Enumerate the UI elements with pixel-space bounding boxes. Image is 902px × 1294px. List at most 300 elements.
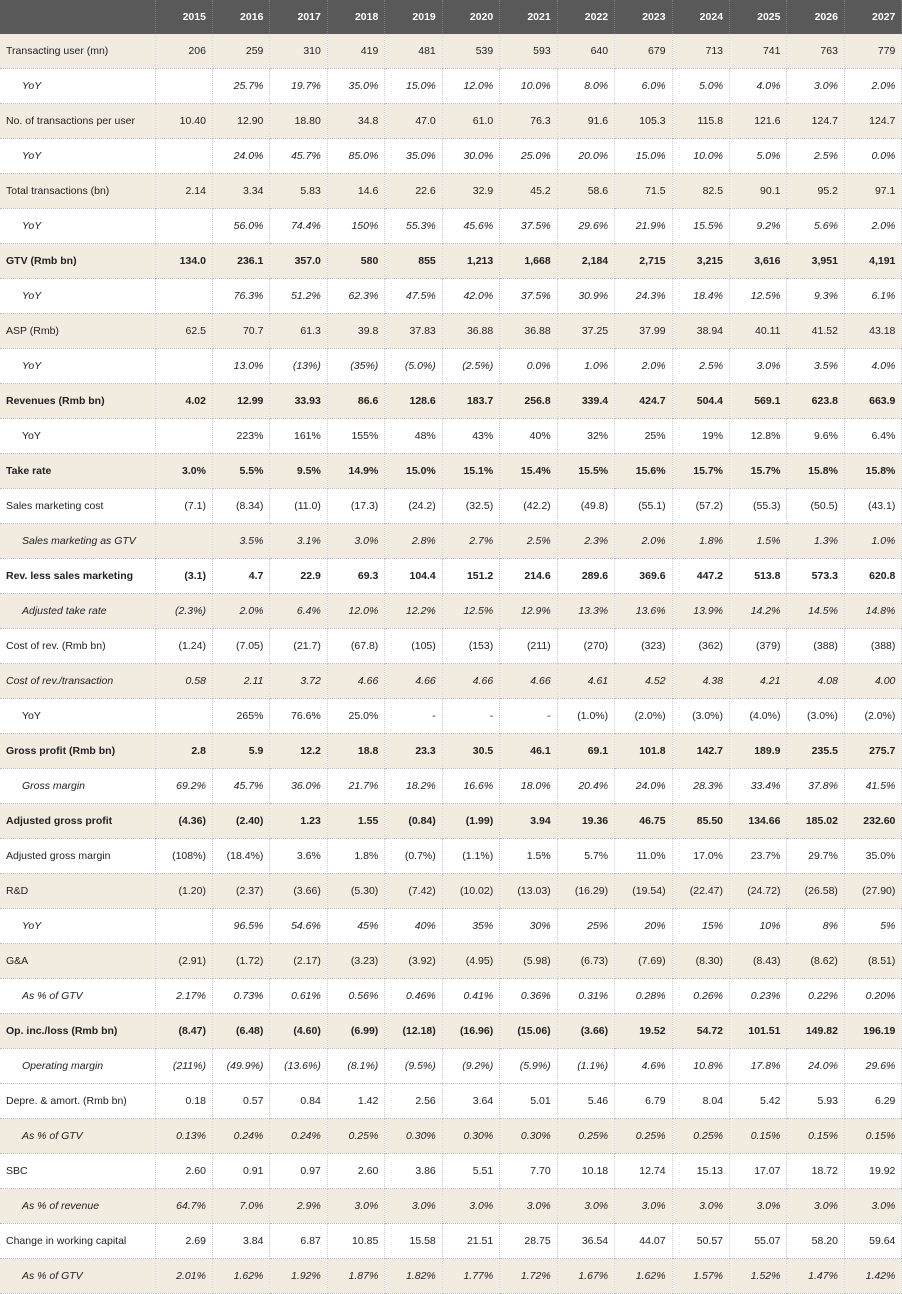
header-row bbox=[0, 0, 902, 34]
table-cell: 6.0% bbox=[615, 69, 672, 104]
table-cell: 35.0% bbox=[327, 69, 384, 104]
table-cell: 58.20 bbox=[787, 1224, 844, 1259]
table-cell: (18.4%) bbox=[212, 839, 269, 874]
table-cell: 5.83 bbox=[270, 174, 327, 209]
table-cell: 36.0% bbox=[270, 769, 327, 804]
table-cell: 69.1 bbox=[557, 734, 614, 769]
table-cell: 101.8 bbox=[615, 734, 672, 769]
year-header: 2019 bbox=[385, 0, 442, 34]
table-cell: 58.6 bbox=[557, 174, 614, 209]
table-cell: 128.6 bbox=[385, 384, 442, 419]
table-row bbox=[0, 279, 902, 314]
table-cell: 18.80 bbox=[270, 104, 327, 139]
table-cell: (270) bbox=[557, 629, 614, 664]
table-cell: 12.2 bbox=[270, 734, 327, 769]
table-cell: 121.6 bbox=[730, 104, 787, 139]
table-cell: (13.6%) bbox=[270, 1049, 327, 1084]
table-cell: 0.25% bbox=[672, 1119, 729, 1154]
table-cell: 42.0% bbox=[442, 279, 499, 314]
table-cell: 1.72% bbox=[500, 1259, 557, 1294]
table-cell bbox=[155, 69, 212, 104]
table-cell: 2.0% bbox=[615, 524, 672, 559]
row-label: As % of GTV bbox=[0, 1119, 155, 1154]
table-cell: 155% bbox=[327, 419, 384, 454]
table-cell: 20.4% bbox=[557, 769, 614, 804]
table-cell: (55.3) bbox=[730, 489, 787, 524]
table-cell: 12.2% bbox=[385, 594, 442, 629]
table-cell: 2.01% bbox=[155, 1259, 212, 1294]
row-label: Sales marketing cost bbox=[0, 489, 155, 524]
table-cell: 20% bbox=[615, 909, 672, 944]
table-cell: 679 bbox=[615, 34, 672, 69]
table-cell: (2.91) bbox=[155, 944, 212, 979]
table-cell: (27.90) bbox=[844, 874, 901, 909]
table-cell: 5.0% bbox=[730, 139, 787, 174]
table-cell: 0.15% bbox=[730, 1119, 787, 1154]
table-cell: 0.24% bbox=[270, 1119, 327, 1154]
table-cell: 4.0% bbox=[730, 69, 787, 104]
table-cell: 623.8 bbox=[787, 384, 844, 419]
row-label: YoY bbox=[0, 209, 155, 244]
table-cell: 289.6 bbox=[557, 559, 614, 594]
table-cell: (7.05) bbox=[212, 629, 269, 664]
table-cell: 61.0 bbox=[442, 104, 499, 139]
table-cell: (8.62) bbox=[787, 944, 844, 979]
table-cell: 15.0% bbox=[615, 139, 672, 174]
table-cell: (50.5) bbox=[787, 489, 844, 524]
table-cell: 85.50 bbox=[672, 804, 729, 839]
table-cell: 3,215 bbox=[672, 244, 729, 279]
table-cell: (24.2) bbox=[385, 489, 442, 524]
table-cell: 13.0% bbox=[212, 349, 269, 384]
table-cell: 2.17% bbox=[155, 979, 212, 1014]
row-label: As % of GTV bbox=[0, 979, 155, 1014]
table-cell: 5.6% bbox=[787, 209, 844, 244]
table-cell: (8.1%) bbox=[327, 1049, 384, 1084]
table-cell: (13.03) bbox=[500, 874, 557, 909]
table-cell: 15.0% bbox=[385, 69, 442, 104]
table-cell: 2,715 bbox=[615, 244, 672, 279]
table-cell: 35.0% bbox=[844, 839, 901, 874]
table-cell: 23.3 bbox=[385, 734, 442, 769]
table-cell: 424.7 bbox=[615, 384, 672, 419]
table-cell: (211) bbox=[500, 629, 557, 664]
table-cell: 16.6% bbox=[442, 769, 499, 804]
table-row bbox=[0, 384, 902, 419]
table-cell: 15.5% bbox=[672, 209, 729, 244]
table-cell: 10.0% bbox=[672, 139, 729, 174]
table-cell: (2.5%) bbox=[442, 349, 499, 384]
table-cell: 2.56 bbox=[385, 1084, 442, 1119]
table-cell: 21.51 bbox=[442, 1224, 499, 1259]
table-cell: 2.5% bbox=[672, 349, 729, 384]
table-cell: 4,191 bbox=[844, 244, 901, 279]
row-label: YoY bbox=[0, 909, 155, 944]
table-cell: 1.5% bbox=[730, 524, 787, 559]
table-cell: (5.9%) bbox=[500, 1049, 557, 1084]
table-cell: 134.0 bbox=[155, 244, 212, 279]
table-cell: (9.2%) bbox=[442, 1049, 499, 1084]
table-cell: 45.7% bbox=[270, 139, 327, 174]
table-cell: 37.8% bbox=[787, 769, 844, 804]
table-cell: 196.19 bbox=[844, 1014, 901, 1049]
table-cell: (16.29) bbox=[557, 874, 614, 909]
table-cell: (15.06) bbox=[500, 1014, 557, 1049]
header-corner bbox=[0, 0, 155, 34]
table-cell: 3.0% bbox=[557, 1189, 614, 1224]
table-cell: 0.26% bbox=[672, 979, 729, 1014]
table-cell: 0.58 bbox=[155, 664, 212, 699]
table-cell: (3.66) bbox=[270, 874, 327, 909]
table-cell: 0.36% bbox=[500, 979, 557, 1014]
table-cell: (13%) bbox=[270, 349, 327, 384]
table-cell: 2.11 bbox=[212, 664, 269, 699]
table-cell: 36.88 bbox=[442, 314, 499, 349]
table-cell: 12.90 bbox=[212, 104, 269, 139]
table-row bbox=[0, 1119, 902, 1154]
table-cell: 18.0% bbox=[500, 769, 557, 804]
table-cell: (1.99) bbox=[442, 804, 499, 839]
table-cell: (16.96) bbox=[442, 1014, 499, 1049]
table-cell: 76.6% bbox=[270, 699, 327, 734]
table-cell: (211%) bbox=[155, 1049, 212, 1084]
table-cell: 8.0% bbox=[557, 69, 614, 104]
table-cell: 25.7% bbox=[212, 69, 269, 104]
table-cell: (6.48) bbox=[212, 1014, 269, 1049]
table-row bbox=[0, 104, 902, 139]
table-cell: (379) bbox=[730, 629, 787, 664]
table-cell: 1.0% bbox=[557, 349, 614, 384]
table-cell: 25.0% bbox=[500, 139, 557, 174]
table-cell: 0.57 bbox=[212, 1084, 269, 1119]
table-cell: 0.31% bbox=[557, 979, 614, 1014]
table-cell: 10.85 bbox=[327, 1224, 384, 1259]
table-cell: 15.7% bbox=[730, 454, 787, 489]
table-row bbox=[0, 1084, 902, 1119]
table-cell: 115.8 bbox=[672, 104, 729, 139]
table-cell: 25.0% bbox=[327, 699, 384, 734]
table-row bbox=[0, 629, 902, 664]
table-cell: 0.56% bbox=[327, 979, 384, 1014]
table-cell: (2.0%) bbox=[844, 699, 901, 734]
table-cell: 1.67% bbox=[557, 1259, 614, 1294]
table-cell: 55.07 bbox=[730, 1224, 787, 1259]
table-cell: 573.3 bbox=[787, 559, 844, 594]
table-cell: (6.73) bbox=[557, 944, 614, 979]
table-cell: 1.5% bbox=[500, 839, 557, 874]
table-cell: 40% bbox=[500, 419, 557, 454]
table-cell: (8.51) bbox=[844, 944, 901, 979]
table-cell: (8.34) bbox=[212, 489, 269, 524]
row-label: Adjusted gross margin bbox=[0, 839, 155, 874]
table-cell: 0.28% bbox=[615, 979, 672, 1014]
table-cell: 235.5 bbox=[787, 734, 844, 769]
table-cell: 1.52% bbox=[730, 1259, 787, 1294]
table-cell: 0.0% bbox=[844, 139, 901, 174]
table-cell: (5.0%) bbox=[385, 349, 442, 384]
table-cell: 1.55 bbox=[327, 804, 384, 839]
row-label: GTV (Rmb bn) bbox=[0, 244, 155, 279]
table-row bbox=[0, 664, 902, 699]
table-cell: 18.2% bbox=[385, 769, 442, 804]
table-cell: 8% bbox=[787, 909, 844, 944]
table-cell: 1.92% bbox=[270, 1259, 327, 1294]
table-cell: (4.36) bbox=[155, 804, 212, 839]
table-cell: 19.7% bbox=[270, 69, 327, 104]
table-cell: 46.75 bbox=[615, 804, 672, 839]
table-cell: 3.0% bbox=[155, 454, 212, 489]
row-label: Adjusted gross profit bbox=[0, 804, 155, 839]
table-cell: 15.5% bbox=[557, 454, 614, 489]
row-label: R&D bbox=[0, 874, 155, 909]
table-cell: 447.2 bbox=[672, 559, 729, 594]
table-cell: 19% bbox=[672, 419, 729, 454]
table-cell: 82.5 bbox=[672, 174, 729, 209]
row-label: Sales marketing as GTV bbox=[0, 524, 155, 559]
table-cell: 124.7 bbox=[844, 104, 901, 139]
table-cell: 3.0% bbox=[500, 1189, 557, 1224]
table-cell: 2.8 bbox=[155, 734, 212, 769]
table-cell: 419 bbox=[327, 34, 384, 69]
table-cell: 3.0% bbox=[730, 349, 787, 384]
table-row bbox=[0, 699, 902, 734]
table-cell: 3.84 bbox=[212, 1224, 269, 1259]
table-cell: 21.9% bbox=[615, 209, 672, 244]
table-cell: 5.42 bbox=[730, 1084, 787, 1119]
table-cell: (7.69) bbox=[615, 944, 672, 979]
year-header: 2018 bbox=[327, 0, 384, 34]
table-cell: 15.8% bbox=[844, 454, 901, 489]
table-cell: 3.6% bbox=[270, 839, 327, 874]
table-cell: 24.0% bbox=[212, 139, 269, 174]
table-cell: 47.5% bbox=[385, 279, 442, 314]
table-cell: 2.0% bbox=[212, 594, 269, 629]
table-cell: 0.15% bbox=[844, 1119, 901, 1154]
row-label: Adjusted take rate bbox=[0, 594, 155, 629]
table-cell: 256.8 bbox=[500, 384, 557, 419]
table-cell: 12.9% bbox=[500, 594, 557, 629]
table-cell bbox=[155, 209, 212, 244]
table-row bbox=[0, 349, 902, 384]
table-cell: (388) bbox=[787, 629, 844, 664]
table-cell: 9.2% bbox=[730, 209, 787, 244]
table-cell: 18.4% bbox=[672, 279, 729, 314]
table-cell: 569.1 bbox=[730, 384, 787, 419]
table-cell: (1.20) bbox=[155, 874, 212, 909]
table-cell: (2.17) bbox=[270, 944, 327, 979]
table-cell: 17.8% bbox=[730, 1049, 787, 1084]
table-cell: 5.7% bbox=[557, 839, 614, 874]
table-cell: 69.2% bbox=[155, 769, 212, 804]
table-cell: 12.5% bbox=[730, 279, 787, 314]
table-cell: (3.0%) bbox=[672, 699, 729, 734]
table-cell: 189.9 bbox=[730, 734, 787, 769]
table-cell: 41.5% bbox=[844, 769, 901, 804]
table-cell: 2.0% bbox=[615, 349, 672, 384]
table-cell: 11.0% bbox=[615, 839, 672, 874]
table-cell: 2.5% bbox=[500, 524, 557, 559]
table-cell: 33.93 bbox=[270, 384, 327, 419]
table-cell bbox=[155, 349, 212, 384]
table-cell: (32.5) bbox=[442, 489, 499, 524]
table-cell: 24.0% bbox=[615, 769, 672, 804]
row-label: Take rate bbox=[0, 454, 155, 489]
table-cell: 15.6% bbox=[615, 454, 672, 489]
table-cell: 232.60 bbox=[844, 804, 901, 839]
table-cell: 43.18 bbox=[844, 314, 901, 349]
table-cell: 12.99 bbox=[212, 384, 269, 419]
table-cell: 1.42 bbox=[327, 1084, 384, 1119]
table-cell: 45.6% bbox=[442, 209, 499, 244]
table-cell: 4.66 bbox=[500, 664, 557, 699]
table-cell: 3,616 bbox=[730, 244, 787, 279]
table-cell: 1.8% bbox=[327, 839, 384, 874]
table-cell bbox=[155, 139, 212, 174]
table-cell: (8.43) bbox=[730, 944, 787, 979]
table-cell: (12.18) bbox=[385, 1014, 442, 1049]
table-cell: 1.8% bbox=[672, 524, 729, 559]
year-header: 2023 bbox=[615, 0, 672, 34]
table-cell: 2.69 bbox=[155, 1224, 212, 1259]
table-row bbox=[0, 34, 902, 69]
table-cell: 50.57 bbox=[672, 1224, 729, 1259]
table-cell: 51.2% bbox=[270, 279, 327, 314]
table-cell: 4.02 bbox=[155, 384, 212, 419]
table-cell: 30% bbox=[500, 909, 557, 944]
table-row bbox=[0, 804, 902, 839]
table-cell: 4.52 bbox=[615, 664, 672, 699]
table-cell: 142.7 bbox=[672, 734, 729, 769]
table-cell: 134.66 bbox=[730, 804, 787, 839]
table-cell: 124.7 bbox=[787, 104, 844, 139]
table-cell: 15.58 bbox=[385, 1224, 442, 1259]
table-cell: 6.1% bbox=[844, 279, 901, 314]
table-cell bbox=[155, 279, 212, 314]
table-cell: 3.0% bbox=[385, 1189, 442, 1224]
table-cell: (1.72) bbox=[212, 944, 269, 979]
table-cell: 36.88 bbox=[500, 314, 557, 349]
table-cell: 0.0% bbox=[500, 349, 557, 384]
row-label: ASP (Rmb) bbox=[0, 314, 155, 349]
table-cell: 593 bbox=[500, 34, 557, 69]
table-cell: (7.42) bbox=[385, 874, 442, 909]
table-cell: (10.02) bbox=[442, 874, 499, 909]
table-row bbox=[0, 734, 902, 769]
table-cell bbox=[155, 419, 212, 454]
year-header: 2027 bbox=[844, 0, 901, 34]
table-cell: 3.0% bbox=[615, 1189, 672, 1224]
table-cell: 3.0% bbox=[327, 1189, 384, 1224]
table-row bbox=[0, 454, 902, 489]
table-cell: 265% bbox=[212, 699, 269, 734]
table-cell: 713 bbox=[672, 34, 729, 69]
table-cell: 101.51 bbox=[730, 1014, 787, 1049]
table-cell: 3.94 bbox=[500, 804, 557, 839]
table-cell: 14.2% bbox=[730, 594, 787, 629]
table-cell: 2.60 bbox=[327, 1154, 384, 1189]
table-cell: (49.9%) bbox=[212, 1049, 269, 1084]
year-header: 2022 bbox=[557, 0, 614, 34]
row-label: Cost of rev. (Rmb bn) bbox=[0, 629, 155, 664]
table-cell: 15.4% bbox=[500, 454, 557, 489]
table-cell: 3,951 bbox=[787, 244, 844, 279]
table-cell: 2.8% bbox=[385, 524, 442, 559]
table-row bbox=[0, 69, 902, 104]
table-row bbox=[0, 209, 902, 244]
table-cell: (22.47) bbox=[672, 874, 729, 909]
table-cell: 0.22% bbox=[787, 979, 844, 1014]
table-cell: 4.66 bbox=[442, 664, 499, 699]
table-cell: 39.8 bbox=[327, 314, 384, 349]
table-cell: 69.3 bbox=[327, 559, 384, 594]
table-cell: (323) bbox=[615, 629, 672, 664]
table-cell: 580 bbox=[327, 244, 384, 279]
table-cell: 504.4 bbox=[672, 384, 729, 419]
table-cell: (8.47) bbox=[155, 1014, 212, 1049]
table-cell: 0.97 bbox=[270, 1154, 327, 1189]
row-label: SBC bbox=[0, 1154, 155, 1189]
year-header: 2025 bbox=[730, 0, 787, 34]
table-row bbox=[0, 769, 902, 804]
table-cell: 17.07 bbox=[730, 1154, 787, 1189]
table-cell: - bbox=[442, 699, 499, 734]
table-cell: 19.36 bbox=[557, 804, 614, 839]
table-cell: 36.54 bbox=[557, 1224, 614, 1259]
table-cell: (9.5%) bbox=[385, 1049, 442, 1084]
table-cell: 0.15% bbox=[787, 1119, 844, 1154]
table-cell: 13.6% bbox=[615, 594, 672, 629]
table-cell: 12.74 bbox=[615, 1154, 672, 1189]
table-cell: 4.61 bbox=[557, 664, 614, 699]
table-cell: (4.95) bbox=[442, 944, 499, 979]
table-cell: 206 bbox=[155, 34, 212, 69]
table-cell: (8.30) bbox=[672, 944, 729, 979]
table-cell: 48% bbox=[385, 419, 442, 454]
row-label: YoY bbox=[0, 69, 155, 104]
table-cell: 56.0% bbox=[212, 209, 269, 244]
table-cell: (3.0%) bbox=[787, 699, 844, 734]
table-cell: 0.41% bbox=[442, 979, 499, 1014]
year-header: 2015 bbox=[155, 0, 212, 34]
table-cell: 4.7 bbox=[212, 559, 269, 594]
table-cell: 15% bbox=[672, 909, 729, 944]
table-row bbox=[0, 139, 902, 174]
table-cell: 2,184 bbox=[557, 244, 614, 279]
table-cell: 4.66 bbox=[327, 664, 384, 699]
table-cell: 4.0% bbox=[844, 349, 901, 384]
table-cell: 0.18 bbox=[155, 1084, 212, 1119]
table-cell: 54.6% bbox=[270, 909, 327, 944]
row-label: Revenues (Rmb bn) bbox=[0, 384, 155, 419]
table-cell: 20.0% bbox=[557, 139, 614, 174]
table-cell: (55.1) bbox=[615, 489, 672, 524]
table-cell: (1.24) bbox=[155, 629, 212, 664]
table-row bbox=[0, 1049, 902, 1084]
table-cell: 3.0% bbox=[730, 1189, 787, 1224]
table-cell: 62.3% bbox=[327, 279, 384, 314]
table-cell: (1.0%) bbox=[557, 699, 614, 734]
table-cell: 741 bbox=[730, 34, 787, 69]
row-label: G&A bbox=[0, 944, 155, 979]
table-cell: (5.30) bbox=[327, 874, 384, 909]
table-cell: 339.4 bbox=[557, 384, 614, 419]
row-label: Rev. less sales marketing bbox=[0, 559, 155, 594]
table-cell: 3.64 bbox=[442, 1084, 499, 1119]
table-cell: 35.0% bbox=[385, 139, 442, 174]
table-cell: 1.3% bbox=[787, 524, 844, 559]
table-cell: 183.7 bbox=[442, 384, 499, 419]
table-cell: 105.3 bbox=[615, 104, 672, 139]
